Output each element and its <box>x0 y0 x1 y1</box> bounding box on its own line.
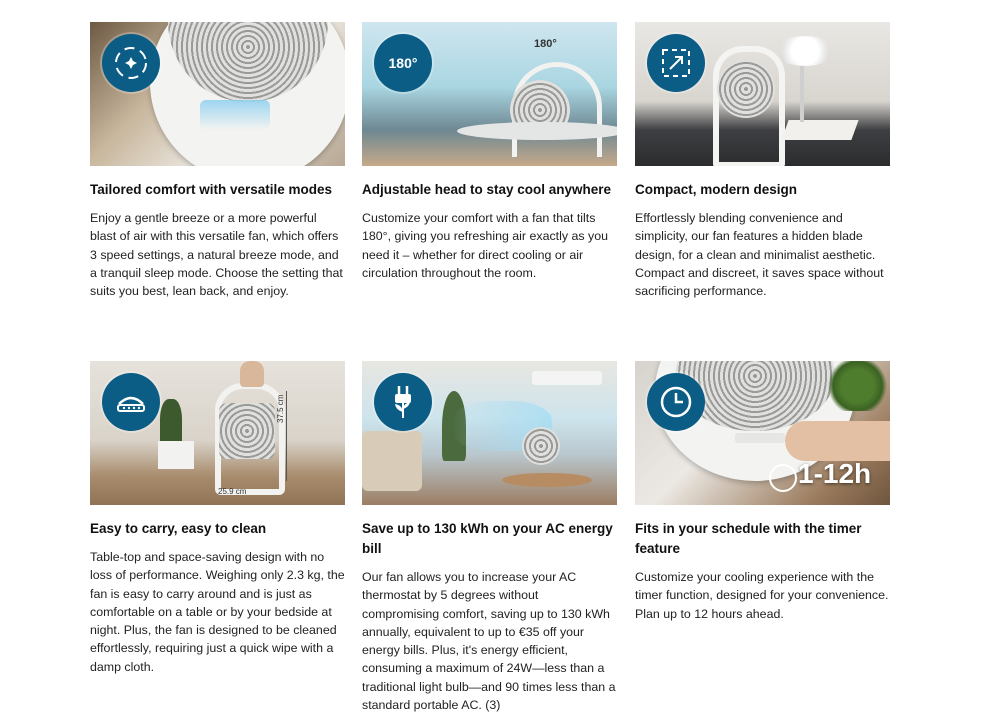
clock-icon <box>647 373 705 431</box>
feature-title: Save up to 130 kWh on your AC energy bill <box>362 521 613 556</box>
feature-title: Adjustable head to stay cool anywhere <box>362 182 612 197</box>
feature-description: Effortlessly blending convenience and simplicity, our fan features a hidden blade design, for a clean and minimalist aesthetic. Compact and discreet, it saves space without sacrificing performance. <box>635 211 884 299</box>
feature-image-compact-design <box>635 22 890 166</box>
feature-image-carry-clean <box>90 361 345 505</box>
tilt-angle-label: 180° <box>534 38 557 50</box>
feature-card-compact-design <box>635 22 890 300</box>
feature-description: Customize your cooling experience with the timer function, designed for your convenience. Plan up to 12 hours ahead. <box>635 570 889 621</box>
eco-plug-icon <box>374 373 432 431</box>
feature-card-carry-clean <box>90 361 345 676</box>
badge-label: 180° <box>388 55 418 71</box>
feature-description: Our fan allows you to increase your AC thermostat by 5 degrees without compromising comfort, saving up to 130 kWh annually, equivalent to up to €35 off your energy bills. Plus, it's energy efficient, consuming a maximum of 24W—less than a traditional light bulb—and 90 times less than a standard portable AC. (3) <box>362 570 616 713</box>
feature-image-energy-saving <box>362 361 617 505</box>
feature-card-modes <box>90 22 345 300</box>
width-dimension-label: 25.9 cm <box>218 487 247 496</box>
height-dimension-label: 37.5 cm <box>276 394 285 423</box>
modes-icon <box>102 34 160 92</box>
rotate-180-icon <box>374 34 432 92</box>
cleaning-icon <box>102 373 160 431</box>
feature-description: Table-top and space-saving design with no loss of performance. Weighing only 2.3 kg, the fan is easy to carry around and is just as comfortable on a table or by your bedside at night. Plus, the fan is designed to be cleaned effortlessly, requiring just a quick wipe with a damp cloth. <box>90 550 345 674</box>
feature-description: Enjoy a gentle breeze or a more powerful blast of air with this versatile fan, which offers 3 speed settings, a natural breeze mode, and a tranquil sleep mode. Choose the setting that suits you best, lean back, and enjoy. <box>90 211 343 299</box>
feature-description: Customize your comfort with a fan that tilts 180°, giving you refreshing air exactly as you need it – whether for direct cooling or air circulation throughout the room. <box>362 211 609 280</box>
compact-frame-icon <box>647 34 705 92</box>
feature-title: Easy to carry, easy to clean <box>90 521 267 536</box>
feature-image-timer <box>635 361 890 505</box>
feature-image-adjustable-head <box>362 22 617 166</box>
feature-title: Compact, modern design <box>635 182 798 197</box>
feature-card-timer <box>635 361 890 623</box>
feature-card-adjustable-head <box>362 22 617 282</box>
feature-image-modes <box>90 22 345 166</box>
feature-title: Fits in your schedule with the timer feature <box>635 521 862 556</box>
timer-range-label: 1-12h <box>798 458 872 489</box>
feature-card-energy-saving <box>362 361 617 714</box>
feature-title: Tailored comfort with versatile modes <box>90 182 333 197</box>
